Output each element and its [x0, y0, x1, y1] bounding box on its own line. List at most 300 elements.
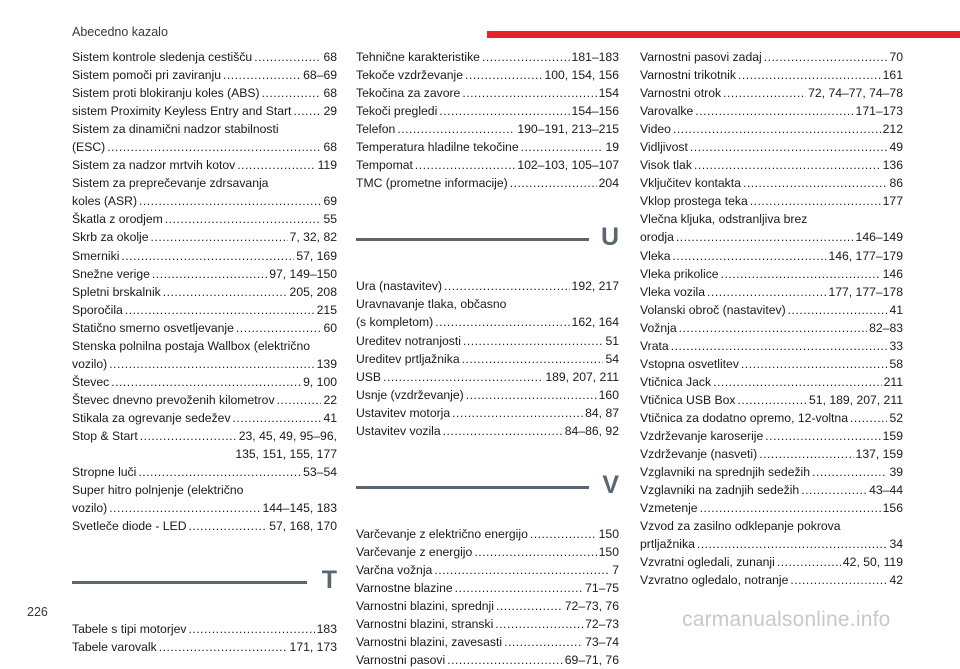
dot-leader	[463, 332, 603, 350]
index-entry-pages: 68	[323, 86, 337, 101]
dot-leader	[521, 138, 604, 156]
index-entry	[640, 409, 903, 427]
index-entry-term: Sistem za dinamični nadzor stabilnosti	[72, 122, 279, 137]
dot-leader	[262, 84, 322, 102]
dot-leader	[397, 120, 515, 138]
dot-leader	[415, 156, 515, 174]
index-entry-pages: 42	[889, 573, 903, 588]
index-entry	[72, 319, 337, 337]
index-entry-term: Tekoče vzdrževanje	[356, 68, 464, 83]
dot-leader	[723, 84, 806, 102]
index-entry-line	[640, 48, 903, 66]
index-entry-pages: 161	[882, 68, 903, 83]
index-entry-line	[356, 120, 619, 138]
dot-leader	[465, 66, 542, 84]
watermark: carmanualsonline.info	[682, 608, 891, 631]
index-entry-pages: 53–54	[303, 465, 337, 480]
index-entry-term: Sistem proti blokiranju koles (ABS)	[72, 86, 260, 101]
dot-leader	[679, 319, 868, 337]
dot-leader	[165, 210, 322, 228]
index-entry-term: Sistem za preprečevanje zdrsavanja	[72, 176, 269, 191]
index-entry-term: Varovalke	[640, 104, 694, 119]
index-entry	[640, 355, 903, 373]
index-entry	[356, 156, 619, 174]
index-entry-pages: 183	[316, 622, 337, 637]
index-entry-term: Vtičnica za dodatno opremo, 12-voltna	[640, 410, 848, 425]
index-entry-pages: 9, 100	[303, 374, 337, 389]
index-entry-line	[640, 409, 903, 427]
index-entry-line	[640, 445, 903, 463]
header-accent-bar	[487, 31, 960, 38]
index-entry	[356, 404, 619, 422]
dot-leader	[695, 102, 853, 120]
index-entry-term: Varnostni pasovi	[356, 653, 446, 668]
index-entry-pages: 41	[889, 302, 903, 317]
dot-leader	[474, 543, 596, 561]
index-entry	[72, 84, 337, 102]
dot-leader	[189, 517, 268, 535]
index-entry	[356, 295, 619, 331]
index-entry-term: Vključitev kontakta	[640, 176, 741, 191]
index-entry-line	[72, 620, 337, 638]
index-entry-pages: 82–83	[869, 320, 903, 335]
index-entry	[640, 301, 903, 319]
index-entry-line	[72, 120, 337, 138]
index-entry-pages: 212	[882, 122, 903, 137]
section-letter: V	[602, 470, 619, 499]
index-entry	[640, 445, 903, 463]
dot-leader	[721, 265, 881, 283]
index-entry-pages: 70	[889, 50, 903, 64]
index-entry-pages: 205, 208	[289, 284, 337, 299]
index-entry	[72, 463, 337, 481]
index-entry-term: USB	[356, 369, 382, 384]
index-entry-term: Snežne verige	[72, 266, 150, 281]
dot-leader	[236, 319, 322, 337]
section-divider	[72, 581, 307, 584]
index-entry-pages: 150	[598, 544, 619, 559]
index-entry-pages: 72, 74–77, 74–78	[808, 86, 903, 101]
index-entry	[640, 373, 903, 391]
letter-section-header	[356, 452, 619, 519]
dot-leader	[107, 138, 321, 156]
index-entry-term: Super hitro polnjenje (električno	[72, 483, 244, 498]
index-entry-pages: 160	[598, 387, 619, 402]
index-entry-pages: 189, 207, 211	[545, 369, 619, 384]
index-entry	[72, 102, 337, 120]
index-entry-pages: 73–74	[585, 635, 619, 650]
letter-section-header	[356, 204, 619, 271]
dot-leader	[504, 633, 583, 651]
index-entry	[72, 620, 337, 638]
index-entry-line	[640, 66, 903, 84]
index-entry-line	[356, 525, 619, 543]
dot-leader	[152, 265, 267, 283]
index-entry	[640, 517, 903, 553]
index-entry	[640, 48, 903, 66]
index-entry-line	[356, 156, 619, 174]
dot-leader	[444, 277, 570, 295]
dot-leader	[707, 283, 826, 301]
index-entry-line	[356, 138, 619, 156]
index-entry	[356, 579, 619, 597]
index-entry-term: Varnostni blazini, zavesasti	[356, 635, 503, 650]
index-entry	[72, 391, 337, 409]
index-entry-line	[72, 102, 337, 120]
index-entry-pages: 60	[323, 320, 337, 335]
dot-leader	[750, 192, 881, 210]
dot-leader	[109, 355, 314, 373]
dot-leader	[743, 174, 888, 192]
dot-leader	[139, 192, 321, 210]
index-entry-term: Tekoči pregledi	[356, 104, 438, 119]
index-entry-term: Vrata	[640, 338, 669, 353]
index-entry-pages: 177	[882, 194, 903, 209]
index-entry-term: Volanski obroč (nastavitev)	[640, 302, 786, 317]
dot-leader	[466, 386, 597, 404]
index-entry	[356, 138, 619, 156]
index-entry	[640, 463, 903, 481]
index-entry	[356, 277, 619, 295]
letter-section-header	[72, 547, 337, 614]
index-entry	[640, 102, 903, 120]
index-entry	[356, 174, 619, 192]
dot-leader	[277, 391, 322, 409]
index-entry-pages: 86	[889, 176, 903, 191]
index-entry	[640, 391, 903, 409]
index-entry	[640, 156, 903, 174]
index-entry-term: Ureditev prtljažnika	[356, 351, 460, 366]
dot-leader	[109, 499, 260, 517]
index-entry	[356, 102, 619, 120]
index-entry	[72, 120, 337, 156]
index-entry	[72, 517, 337, 535]
index-entry-pages: 57, 168, 170	[269, 519, 337, 534]
index-entry-term: prtljažnika	[640, 537, 695, 552]
index-entry-term: (s kompletom)	[356, 315, 434, 330]
index-entry-pages: 49	[889, 140, 903, 155]
dot-leader	[788, 301, 888, 319]
index-entry-term: Varnostni otrok	[640, 86, 722, 101]
index-entry-line	[72, 355, 337, 373]
index-entry-line	[356, 597, 619, 615]
index-entry-term: Varčevanje z električno energijo	[356, 526, 528, 541]
index-entry-term: Tehnične karakteristike	[356, 50, 480, 64]
dot-leader	[439, 102, 569, 120]
index-entry	[356, 561, 619, 579]
index-entry-pages: 177, 177–178	[828, 284, 903, 299]
dot-leader	[121, 247, 294, 265]
index-entry-line	[640, 301, 903, 319]
index-entry-line	[72, 156, 337, 174]
dot-leader	[435, 313, 569, 331]
index-entry-line	[356, 84, 619, 102]
index-entry-pages: 34	[889, 537, 903, 552]
index-entry	[356, 368, 619, 386]
index-entry-term: Varnostni pasovi zadaj	[640, 50, 762, 64]
index-entry-pages: 192, 217	[571, 279, 619, 294]
index-entry-term: Video	[640, 122, 671, 137]
index-entry-pages: 102–103, 105–107	[517, 158, 619, 173]
index-entry-pages: 68	[323, 140, 337, 155]
index-entry-term: Visok tlak	[640, 158, 692, 173]
index-entry	[356, 422, 619, 440]
index-entry-line	[356, 579, 619, 597]
dot-leader	[694, 156, 881, 174]
index-entry-line	[72, 247, 337, 265]
index-entry-line	[640, 120, 903, 138]
index-entry	[72, 638, 337, 656]
index-entry-pages: 159	[882, 428, 903, 443]
index-entry-pages: 162, 164	[571, 315, 619, 330]
index-entry	[640, 499, 903, 517]
index-entry-pages: 29	[323, 104, 337, 119]
dot-leader	[764, 48, 888, 66]
index-entry-line	[356, 404, 619, 422]
index-entry-term: Vtičnica Jack	[640, 374, 712, 389]
index-entry-pages: 144–145, 183	[262, 501, 337, 516]
index-entry	[640, 319, 903, 337]
dot-leader	[700, 499, 881, 517]
dot-leader	[850, 409, 887, 427]
dot-leader	[455, 579, 583, 597]
index-entry-pages: 100, 154, 156	[544, 68, 619, 83]
index-entry-pages: 23, 45, 49, 95–96,	[238, 428, 337, 443]
index-entry-term: Stop & Start	[72, 428, 138, 443]
index-entry-line	[72, 138, 337, 156]
index-entry-pages: 204	[598, 176, 619, 191]
index-entry-term: Spletni brskalnik	[72, 284, 161, 299]
index-entry-pages: 19	[605, 140, 619, 155]
index-entry-term: Sistem kontrole sledenja cestišču	[72, 50, 253, 64]
index-entry	[640, 138, 903, 156]
index-entry-line	[640, 283, 903, 301]
index-entry-term: Smerniki	[72, 248, 120, 263]
index-entry-line	[640, 138, 903, 156]
index-entry	[72, 427, 337, 463]
index-entry	[356, 386, 619, 404]
index-entry-term: Sistem pomoči pri zaviranju	[72, 68, 222, 83]
index-entry	[356, 597, 619, 615]
index-entry-pages: 146, 177–179	[828, 248, 903, 263]
dot-leader	[111, 373, 301, 391]
index-entry-line	[356, 561, 619, 579]
dot-leader	[383, 368, 543, 386]
index-entry	[640, 571, 903, 589]
index-entry-term: Ustavitev vozila	[356, 423, 441, 438]
index-entry-line	[356, 368, 619, 386]
index-entry-pages: 52	[889, 410, 903, 425]
index-entry-term: Sporočila	[72, 302, 123, 317]
dot-leader	[790, 571, 887, 589]
index-entry-term: Stenska polnilna postaja Wallbox (električno	[72, 338, 311, 353]
index-entry-pages: 7, 32, 82	[289, 230, 337, 245]
index-entry-line	[72, 517, 337, 535]
index-entry-pages: 42, 50, 119	[842, 555, 903, 570]
dot-leader	[443, 422, 563, 440]
index-entry-term: vozilo)	[72, 501, 108, 516]
index-entry-line	[356, 313, 619, 331]
dot-leader	[738, 391, 808, 409]
index-entry-line	[72, 638, 337, 656]
index-entry-pages: 57, 169	[296, 248, 337, 263]
index-entry-term: Vzdrževanje karoserije	[640, 428, 764, 443]
index-entry	[640, 66, 903, 84]
index-entry-pages: 33	[889, 338, 903, 353]
index-entry-pages: 72–73	[585, 617, 619, 632]
dot-leader	[741, 355, 888, 373]
index-entry	[356, 84, 619, 102]
index-entry	[356, 633, 619, 651]
dot-leader	[777, 553, 841, 571]
index-entry-term: Vidljivost	[640, 140, 688, 155]
index-entry-term: Števec dnevno prevoženih kilometrov	[72, 392, 275, 407]
index-entry-line	[356, 651, 619, 669]
dot-leader	[462, 350, 604, 368]
index-entry-term: vozilo)	[72, 356, 108, 371]
index-entry-term: Varnostni blazini, sprednji	[356, 598, 494, 613]
index-entry-line	[72, 481, 337, 499]
index-column-3	[640, 48, 903, 589]
index-entry-term: Ustavitev motorja	[356, 405, 451, 420]
index-entry-line	[640, 391, 903, 409]
dot-leader	[462, 84, 596, 102]
index-entry-term: Varčevanje z energijo	[356, 544, 473, 559]
index-entry	[640, 120, 903, 138]
dot-leader	[765, 427, 880, 445]
index-entry-line	[640, 355, 903, 373]
index-entry-line	[72, 427, 337, 445]
index-entry-line	[640, 373, 903, 391]
dot-leader	[801, 481, 867, 499]
index-entry-line	[356, 350, 619, 368]
dot-leader	[293, 102, 321, 120]
index-entry-pages: 39	[889, 465, 903, 480]
index-entry-term: Vlečna kljuka, odstranljiva brez	[640, 212, 808, 227]
index-entry	[72, 247, 337, 265]
index-entry-line	[640, 156, 903, 174]
dot-leader	[151, 228, 288, 246]
index-entry-pages: 97, 149–150	[269, 266, 337, 281]
index-entry-line	[356, 174, 619, 192]
index-entry-line	[72, 174, 337, 192]
index-entry-line	[640, 553, 903, 571]
index-entry-term: Skrb za okolje	[72, 230, 149, 245]
index-entry	[356, 350, 619, 368]
index-entry-line	[640, 210, 903, 228]
index-entry-line	[72, 48, 337, 66]
index-entry-term: Vzvod za zasilno odklepanje pokrova	[640, 519, 841, 534]
index-entry-term: Vzvratno ogledalo, notranje	[640, 573, 789, 588]
index-entry-line	[640, 174, 903, 192]
index-entry-pages: 139	[316, 356, 337, 371]
index-entry-term: (ESC)	[72, 140, 106, 155]
index-entry-line	[356, 386, 619, 404]
index-entry-pages: 156	[882, 501, 903, 516]
index-entry-pages: 72–73, 76	[564, 598, 619, 613]
dot-leader	[759, 445, 853, 463]
index-entry-line	[72, 373, 337, 391]
index-entry-term: TMC (prometne informacije)	[356, 176, 508, 191]
dot-leader	[254, 48, 321, 66]
index-entry-term: Statično smerno osvetljevanje	[72, 320, 234, 335]
dot-leader	[530, 525, 597, 543]
dot-leader	[163, 283, 288, 301]
index-entry	[356, 543, 619, 561]
index-entry-line	[356, 102, 619, 120]
index-entry	[640, 283, 903, 301]
dot-leader	[690, 138, 888, 156]
index-entry-pages: 215	[316, 302, 337, 317]
index-entry	[356, 120, 619, 138]
index-entry	[640, 247, 903, 265]
index-entry-line	[356, 277, 619, 295]
index-entry-term: Vožnja	[640, 320, 677, 335]
index-entry-term: Vleka vozila	[640, 284, 706, 299]
index-entry	[72, 174, 337, 210]
index-entry	[72, 210, 337, 228]
index-entry-line	[72, 210, 337, 228]
index-entry-pages: 136	[882, 158, 903, 173]
dot-leader	[671, 337, 888, 355]
index-entry-line	[72, 66, 337, 84]
index-entry-line	[640, 463, 903, 481]
dot-leader	[125, 301, 315, 319]
dot-leader	[496, 597, 563, 615]
dot-leader	[188, 620, 314, 638]
index-entry-term: Sistem za nadzor mrtvih kotov	[72, 158, 236, 173]
dot-leader	[237, 156, 315, 174]
dot-leader	[452, 404, 583, 422]
index-entry	[356, 651, 619, 669]
index-entry	[640, 174, 903, 192]
index-entry-term: Vzglavniki na sprednjih sedežih	[640, 465, 811, 480]
index-entry-term: Vstopna osvetlitev	[640, 356, 739, 371]
index-entry-line	[356, 295, 619, 313]
index-entry-term: Varnostni trikotnik	[640, 68, 736, 83]
index-entry	[640, 427, 903, 445]
index-entry-line	[72, 301, 337, 319]
index-entry-line	[72, 265, 337, 283]
index-entry-line	[72, 391, 337, 409]
index-entry-line	[72, 319, 337, 337]
index-entry	[72, 409, 337, 427]
index-entry-pages: 146–149	[855, 230, 903, 245]
index-entry-line	[72, 84, 337, 102]
index-entry-term: Usnje (vzdrževanje)	[356, 387, 464, 402]
index-entry-line	[72, 337, 337, 355]
index-entry-line	[640, 499, 903, 517]
index-entry-pages: 68	[323, 50, 337, 64]
dot-leader	[140, 427, 237, 445]
dot-leader	[138, 463, 301, 481]
dot-leader	[673, 247, 827, 265]
index-entry-pages: 68–69	[303, 68, 337, 83]
index-entry-line	[640, 102, 903, 120]
index-entry-term: Tabele s tipi motorjev	[72, 622, 187, 637]
index-entry	[72, 265, 337, 283]
dot-leader	[223, 66, 301, 84]
dot-leader	[713, 373, 881, 391]
index-entry-pages: 135, 151, 155, 177	[235, 447, 337, 462]
index-entry-term: Vzmetenje	[640, 501, 698, 516]
index-entry-line	[640, 192, 903, 210]
index-entry	[356, 332, 619, 350]
index-entry-line	[640, 84, 903, 102]
index-column-1	[72, 48, 337, 656]
index-entry-term: orodja	[640, 230, 674, 245]
index-entry-pages: 69	[323, 194, 337, 209]
